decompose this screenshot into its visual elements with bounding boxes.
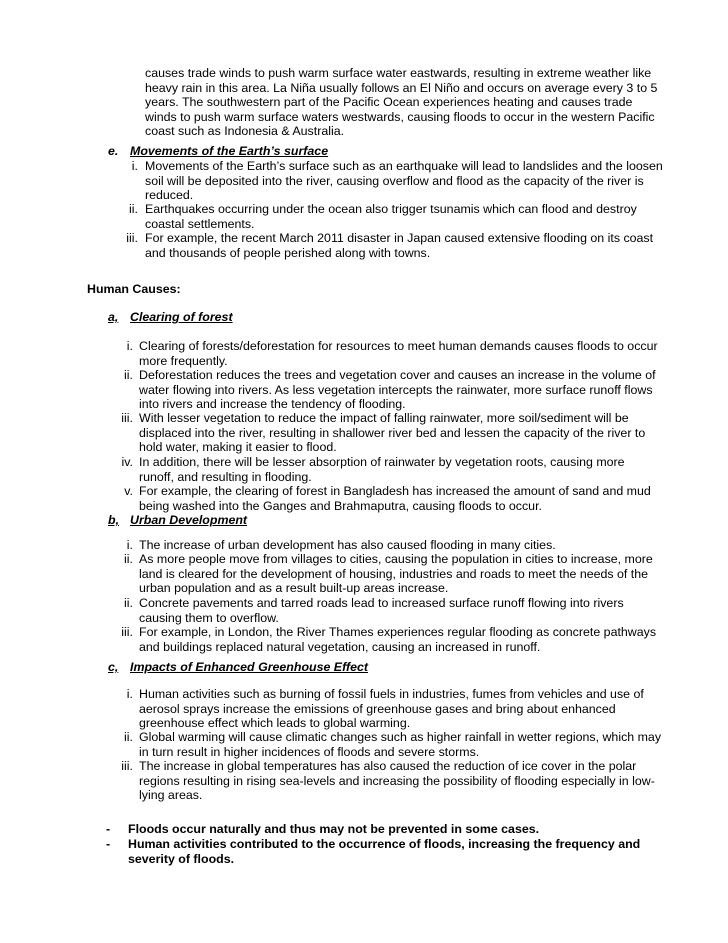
list-item-line: Movements of the Earth’s surface such as an earthquake will lead to landslides and the loosen: [145, 159, 663, 173]
summary-dash: -: [106, 822, 111, 836]
summary-item: [128, 822, 539, 837]
item-number: ii.: [124, 730, 133, 744]
list-item-line: For example, in London, the River Thames experiences regular flooding as concrete pathways: [139, 625, 657, 639]
item-number: ii.: [124, 368, 133, 382]
item-number: iii.: [126, 231, 138, 245]
list-item-line: Clearing of forests/deforestation for resources to meet human demands causes floods to occur: [139, 339, 658, 353]
summary-line: severity of floods.: [128, 851, 235, 866]
list-item-line: in turn result in higher incidences of floods and severe storms.: [139, 744, 480, 759]
summary-line: Floods occur naturally and thus may not be prevented in some cases.: [128, 822, 540, 836]
intro-line: coast such as Indonesia & Australia.: [145, 124, 345, 139]
list-item-line: hold water, making it easier to flood.: [139, 440, 337, 455]
section-e-label: e.: [108, 144, 119, 158]
list-item-line: coastal settlements.: [145, 216, 255, 231]
list-item-line: and thousands of people perished along with towns.: [145, 245, 431, 260]
item-number: v.: [124, 484, 133, 498]
item-number: iii.: [121, 411, 133, 425]
item-number: iv.: [121, 455, 133, 469]
list-item-line: displaced into the river, resulting in shallower river bed and lessen the capacity of the river to: [139, 425, 646, 440]
list-item-line: The increase in global temperatures has also caused the reduction of ice cover in the polar: [139, 759, 637, 773]
summary-dash: -: [106, 837, 111, 851]
list-item-line: more frequently.: [139, 353, 228, 368]
list-item: [139, 687, 644, 731]
list-item-line: Concrete pavements and tarred roads lead to increased surface runoff flowing into rivers: [139, 596, 624, 610]
summary-line: Human activities contributed to the occurrence of floods, increasing the frequency and: [128, 837, 641, 851]
list-item: [139, 625, 656, 654]
section-b-label: b,: [108, 513, 120, 527]
list-item-line: land is cleared for the development of housing, industries and roads to meet the needs of the: [139, 566, 649, 581]
section-e-title: Movements of the Earth’s surface: [130, 144, 329, 158]
intro-line: causes trade winds to push warm surface water eastwards, resulting in extreme weather like: [145, 66, 652, 80]
list-item-line: Earthquakes occurring under the ocean also trigger tsunamis which can flood and destroy: [145, 202, 637, 216]
list-item-line: water flowing into rivers. As less vegetation intercepts the rainwater, more surface runoff flows: [139, 382, 653, 397]
list-item: [139, 368, 656, 412]
list-item: [139, 596, 624, 625]
list-item: [145, 202, 637, 231]
section-c-label: c,: [108, 660, 119, 674]
summary-item: [128, 837, 640, 866]
list-item-line: and buildings replaced natural vegetation, causing an increased in runoff.: [139, 639, 541, 654]
item-number: iii.: [121, 625, 133, 639]
list-item: [145, 231, 653, 260]
section-b-title: Urban Development: [130, 513, 248, 527]
list-item-line: With lesser vegetation to reduce the impact of falling rainwater, more soil/sediment will be: [139, 411, 629, 425]
list-item-line: urban population and as a result built-up areas increase.: [139, 581, 449, 596]
list-item-line: As more people move from villages to cities, causing the population in cities to increase, more: [139, 552, 653, 566]
item-number: i.: [126, 339, 133, 353]
list-item-line: aerosol sprays increase the emissions of greenhouse gases and bring about enhanced: [139, 701, 616, 716]
human-causes-heading: Human Causes:: [87, 282, 181, 296]
list-item-line: being washed into the Ganges and Brahmaputra, causing floods to occur.: [139, 498, 542, 513]
item-number: i.: [131, 159, 138, 173]
list-item-line: lying areas.: [139, 788, 203, 803]
list-item: [139, 759, 655, 803]
list-item-line: regions resulting in rising sea-levels and increasing the possibility of flooding especially in low-: [139, 773, 655, 788]
list-item-line: reduced.: [145, 188, 194, 203]
item-number: ii.: [124, 552, 133, 566]
section-a-label: a,: [108, 310, 119, 324]
list-item-line: runoff, and resulting in flooding.: [139, 469, 312, 484]
item-number: i.: [126, 687, 133, 701]
section-c-title: Impacts of Enhanced Greenhouse Effect: [130, 660, 369, 674]
list-item-line: Global warming will cause climatic changes such as higher rainfall in wetter regions, which may: [139, 730, 662, 744]
list-item: [139, 552, 653, 596]
list-item: [145, 159, 663, 203]
list-item: [139, 538, 556, 553]
list-item: [139, 411, 645, 455]
list-item: [139, 455, 625, 484]
list-item-line: In addition, there will be lesser absorption of rainwater by vegetation roots, causing more: [139, 455, 625, 469]
list-item-line: soil will be deposited into the river, causing overflow and flood as the capacity of the river is: [145, 173, 644, 188]
section-a-title: Clearing of forest: [130, 310, 233, 324]
list-item: [139, 730, 661, 759]
item-number: iii.: [121, 759, 133, 773]
item-number: ii.: [129, 202, 138, 216]
list-item-line: greenhouse effect which leads to global warming.: [139, 716, 411, 731]
item-number: i.: [126, 538, 133, 552]
list-item-line: Human activities such as burning of fossil fuels in industries, fumes from vehicles and use of: [139, 687, 644, 701]
list-item-line: Deforestation reduces the trees and vegetation cover and causes an increase in the volume of: [139, 368, 656, 382]
intro-line: years. The southwestern part of the Pacific Ocean experiences heating and causes trade: [145, 95, 633, 110]
list-item-line: causing them to overflow.: [139, 610, 279, 625]
item-number: ii.: [124, 596, 133, 610]
list-item-line: For example, the recent March 2011 disaster in Japan caused extensive flooding on its coast: [145, 231, 654, 245]
intro-line: heavy rain in this area. La Niña usually follows an El Niño and occurs on average every 3 to 5: [145, 80, 658, 95]
intro-paragraph: [145, 66, 657, 139]
list-item: [139, 484, 651, 513]
list-item: [139, 339, 658, 368]
list-item-line: For example, the clearing of forest in Bangladesh has increased the amount of sand and mud: [139, 484, 651, 498]
list-item-line: The increase of urban development has also caused flooding in many cities.: [139, 538, 556, 552]
intro-line: winds to push warm surface waters westwards, causing floods to occur in the western Pacific: [145, 109, 655, 124]
list-item-line: into rivers and increase the tendency of flooding.: [139, 397, 406, 412]
